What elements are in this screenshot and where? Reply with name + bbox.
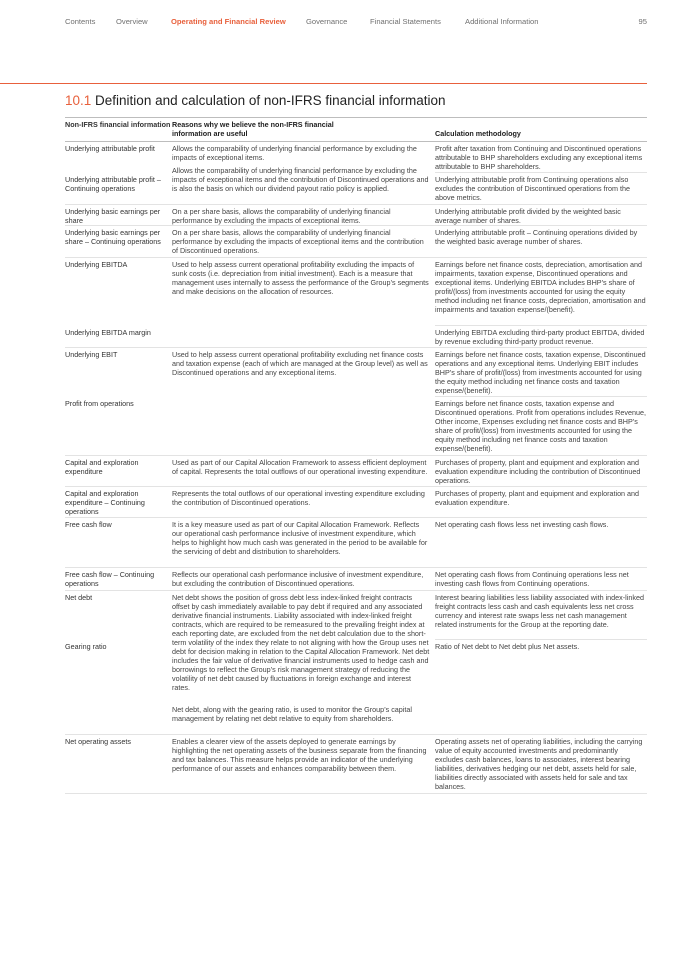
reason-gearing-ratio: Net debt, along with the gearing ratio, is used to monitor the Group’s capital management by relating net debt relative to equity from shareholders.	[172, 705, 412, 723]
row-label-profit-from-operations: Profit from operations	[65, 399, 134, 408]
row-divider	[65, 204, 647, 205]
top-navigation	[65, 17, 647, 29]
section-number: 10.1	[65, 93, 92, 108]
method-underlying-basic-eps: Underlying attributable profit divided by the weighted basic average number of shares.	[435, 207, 621, 225]
row-divider	[435, 396, 647, 397]
row-divider	[65, 734, 647, 735]
row-divider	[65, 517, 647, 518]
row-label-underlying-attributable-profit-continuing: Underlying attributable profit – Continuing operations	[65, 175, 161, 193]
method-underlying-ebitda-margin: Underlying EBITDA excluding third-party product EBITDA, divided by revenue excluding third-party product revenue.	[435, 328, 645, 346]
row-divider	[65, 455, 647, 456]
row-divider	[435, 325, 647, 326]
row-label-underlying-attributable-profit: Underlying attributable profit	[65, 144, 155, 153]
reason-ebit: Used to help assess current operational profitability excluding net finance costs and taxation expense (each of which are managed at the Group level) as well as Discontinued operations and any exceptional items.	[172, 350, 428, 377]
row-label-underlying-basic-eps-continuing: Underlying basic earnings per share – Continuing operations	[65, 228, 161, 246]
table-header-rule	[65, 141, 647, 142]
method-underlying-ebitda: Earnings before net finance costs, depreciation, amortisation and impairments, taxation expense, Discontinued operations and exceptional items. Underlying EBITDA includes BHP’s share of profit/(loss) from investments accounted for using the equity method including net finance costs, depreciation, amortisation and impairments and taxation expense/(benefit).	[435, 260, 646, 314]
method-underlying-attributable-profit: Profit after taxation from Continuing and Discontinued operations attributable to BHP shareholders excluding any exceptional items attributable to BHP shareholders.	[435, 144, 643, 171]
row-label-gearing-ratio: Gearing ratio	[65, 642, 107, 651]
method-free-cash-flow: Net operating cash flows less net investing cash flows.	[435, 520, 609, 529]
row-label-free-cash-flow: Free cash flow	[65, 520, 112, 529]
reason-free-cash-flow-continuing: Reflects our operational cash performance inclusive of investment expenditure, but excluding the contribution of Discontinued operations.	[172, 570, 424, 588]
row-divider	[435, 172, 647, 173]
row-divider	[65, 225, 647, 226]
page-number: 95	[638, 17, 647, 26]
table-top-rule	[65, 117, 647, 118]
reason-capex: Used as part of our Capital Allocation Framework to assess efficient deployment of capital. Represents the total outflows of our operational investing expenditure.	[172, 458, 428, 476]
nav-contents[interactable]: Contents	[65, 17, 96, 26]
reason-underlying-basic-eps: On a per share basis, allows the comparability of underlying financial performance by excluding the impacts of exceptional items.	[172, 207, 391, 225]
row-label-capex-continuing: Capital and exploration expenditure – Continuing operations	[65, 489, 145, 516]
row-label-underlying-basic-eps: Underlying basic earnings per share	[65, 207, 161, 225]
table-bottom-rule	[65, 793, 647, 794]
row-label-net-operating-assets: Net operating assets	[65, 737, 131, 746]
method-capex: Purchases of property, plant and equipment and exploration and evaluation expenditure including the contribution of Discontinued operations.	[435, 458, 641, 485]
row-label-underlying-ebitda-margin: Underlying EBITDA margin	[65, 328, 151, 337]
reason-ebitda: Used to help assess current operational profitability excluding the impacts of sunk costs (i.e. depreciation from initial investment). Each is a measure that management uses internally to assess the performance of the Group’s segments and make decisions on the allocation of resources.	[172, 260, 429, 296]
row-label-capex: Capital and exploration expenditure	[65, 458, 139, 476]
nav-governance[interactable]: Governance	[306, 17, 348, 26]
method-free-cash-flow-continuing: Net operating cash flows from Continuing operations less net investing cash flows from Continuing operations.	[435, 570, 629, 588]
row-divider	[65, 347, 647, 348]
method-net-debt: Interest bearing liabilities less liability associated with index-linked freight contracts less cash and cash equivalents less net cross currency and interest rate swaps less net cash management related instruments for the Group at the reporting date.	[435, 593, 644, 629]
row-divider	[65, 567, 647, 568]
row-divider	[65, 486, 647, 487]
nav-additional-information[interactable]: Additional Information	[465, 17, 539, 26]
reason-underlying-attributable-profit-continuing: Allows the comparability of underlying financial performance by excluding the impacts of exceptional items and the contribution of Discontinued operations and is also the basis on which our dividend payout ratio policy is applied.	[172, 166, 429, 193]
row-label-free-cash-flow-continuing: Free cash flow – Continuing operations	[65, 570, 155, 588]
nav-operating-financial-review[interactable]: Operating and Financial Review	[171, 17, 286, 26]
reason-free-cash-flow: It is a key measure used as part of our Capital Allocation Framework. Reflects our operational cash performance inclusive of investment expenditure, which helps to highlight how much cash was generated in the period to be available for the servicing of debt and distribution to shareholders.	[172, 520, 428, 556]
header-reasons-useful: Reasons why we believe the non-IFRS financial information are useful	[172, 120, 334, 138]
method-profit-from-operations: Earnings before net finance costs, taxation expense and Discontinued operations. Profit from operations includes Revenue, Other income, Expenses excluding net finance costs and BHP’s share of profit/(loss) from investments accounted for using the equity method including net finance costs and taxation expense/(benefit).	[435, 399, 646, 453]
reason-net-operating-assets: Enables a clearer view of the assets deployed to generate earnings by highlighting the net operating assets of the business separate from the financing and tax balances. This measure helps provide an indicator of the underlying performance of our assets and enhances comparability between them.	[172, 737, 427, 773]
row-label-underlying-ebitda: Underlying EBITDA	[65, 260, 128, 269]
nav-overview[interactable]: Overview	[116, 17, 148, 26]
row-label-underlying-ebit: Underlying EBIT	[65, 350, 118, 359]
reason-net-debt: Net debt shows the position of gross debt less index-linked freight contracts offset by cash immediately available to pay debt if required and any associated derivative financial instruments. Liability associated with index-linked freight contracts, which are required to be remeasured to the prevailing freight index at each reporting date, are excluded from the net debt calculation due to the short-term volatility of the index they relate to not aligning with how the Group uses net debt for decision making in relation to the Capital Allocation Framework. Net debt includes the fair value of derivative financial instruments used to hedge cash and borrowings to reflect the Group’s risk management strategy of reducing the volatility of net debt caused by fluctuations in foreign exchange and interest rates.	[172, 593, 430, 692]
header-calculation-methodology: Calculation methodology	[435, 129, 521, 138]
reason-underlying-basic-eps-continuing: On a per share basis, allows the comparability of underlying financial performance by excluding the impacts of exceptional items and the contribution of Discontinued operations.	[172, 228, 424, 255]
row-divider	[65, 590, 647, 591]
method-underlying-basic-eps-continuing: Underlying attributable profit – Continuing operations divided by the weighted basic average number of shares.	[435, 228, 638, 246]
method-gearing-ratio: Ratio of Net debt to Net debt plus Net assets.	[435, 642, 580, 651]
row-divider	[435, 639, 647, 640]
method-capex-continuing: Purchases of property, plant and equipment and exploration and evaluation expenditure.	[435, 489, 640, 507]
method-underlying-ebit: Earnings before net finance costs, taxation expense, Discontinued operations and any exceptional items. Underlying EBIT includes BHP’s share of profit/(loss) from investments accounted for using the equity method including net finance costs and taxation expense/(benefit).	[435, 350, 646, 395]
method-underlying-attributable-profit-continuing: Underlying attributable profit from Continuing operations also excludes the contribution of Discontinued operations from the above metrics.	[435, 175, 630, 202]
section-title-text: Definition and calculation of non-IFRS financial information	[95, 93, 446, 108]
method-net-operating-assets: Operating assets net of operating liabilities, including the carrying value of equity accounted investments and predominantly excludes cash balances, loans to associates, interest bearing liabilities, derivatives hedging our net debt, assets held for sale, liabilities directly associated with assets held for sale and tax balances.	[435, 737, 643, 791]
reason-underlying-attributable-profit: Allows the comparability of underlying financial performance by excluding the impacts of exceptional items.	[172, 144, 417, 162]
row-divider	[65, 257, 647, 258]
header-divider	[0, 83, 647, 84]
row-label-net-debt: Net debt	[65, 593, 93, 602]
header-non-ifrs-financial-information: Non-IFRS financial information	[65, 120, 171, 129]
reason-capex-continuing: Represents the total outflows of our operational investing expenditure excluding the contribution of Discontinued operations.	[172, 489, 425, 507]
nav-financial-statements[interactable]: Financial Statements	[370, 17, 441, 26]
section-title	[65, 93, 446, 108]
